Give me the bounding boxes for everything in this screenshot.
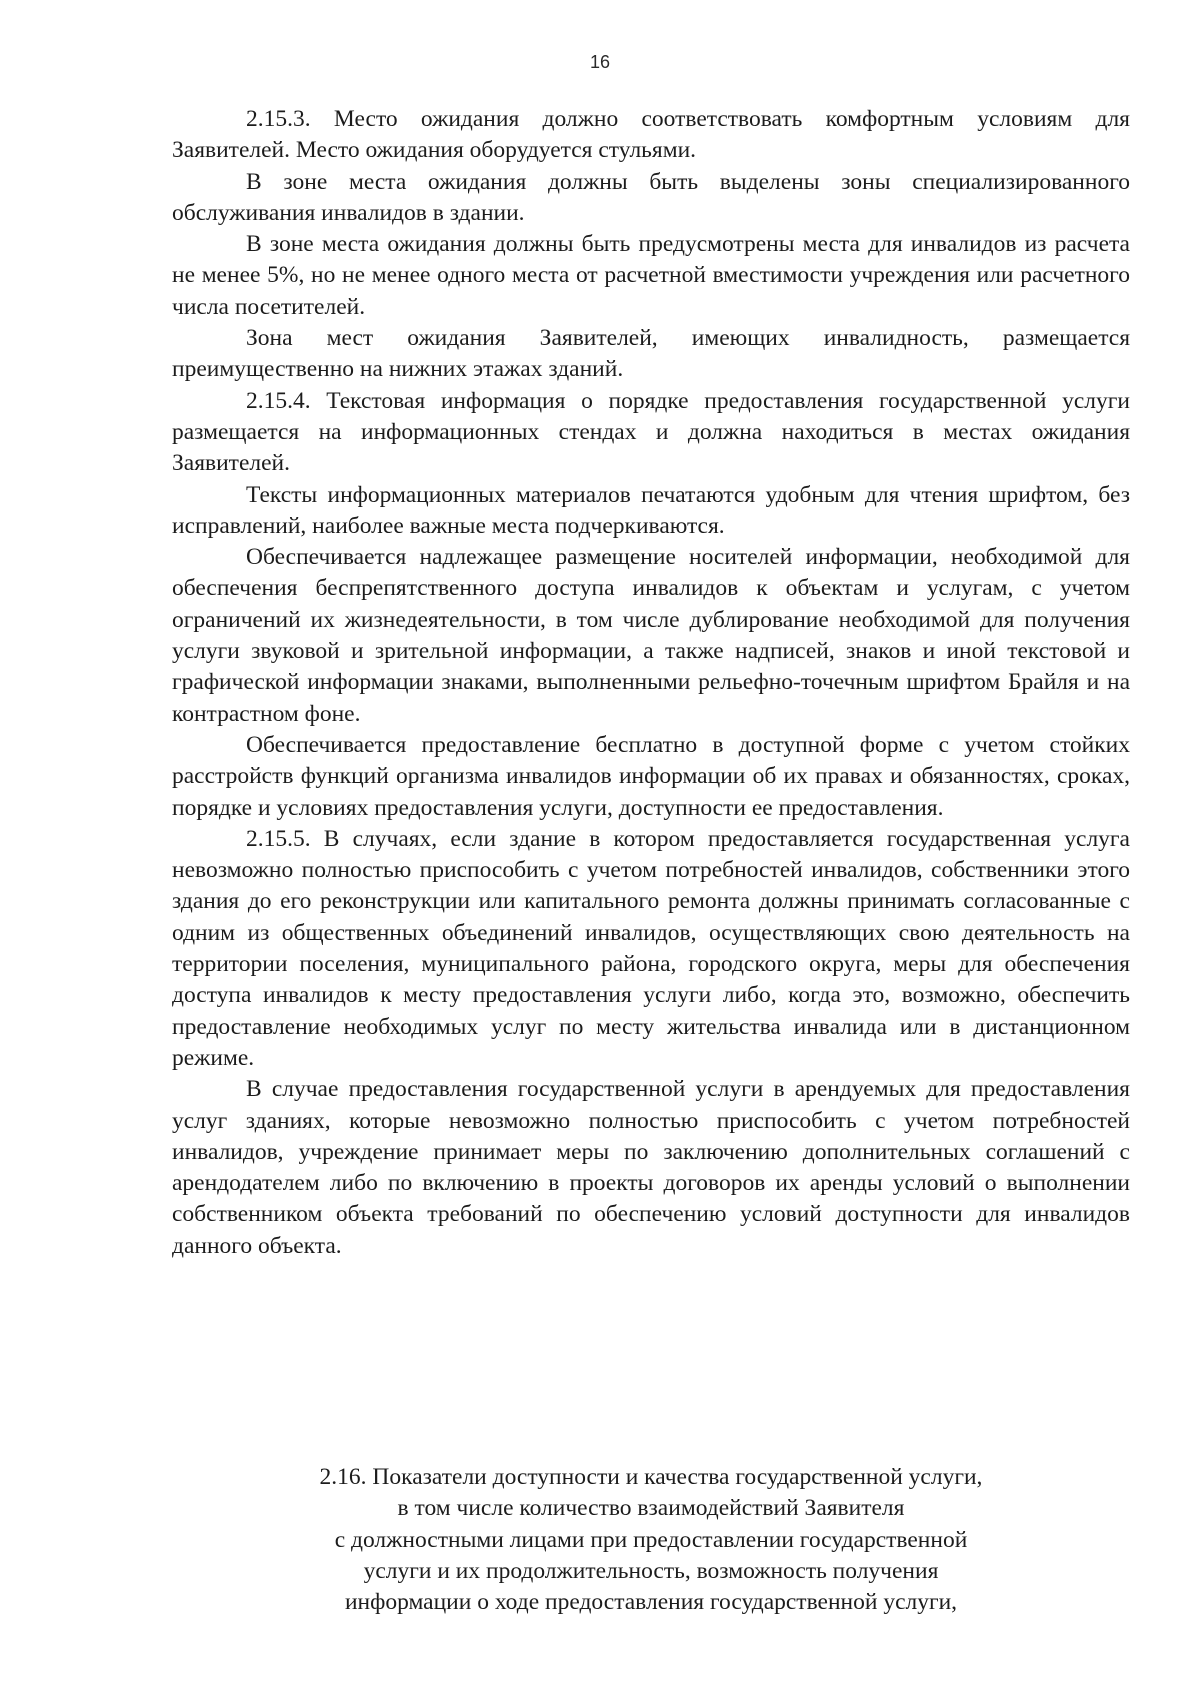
heading-line: информации о ходе предоставления государственной услуги, bbox=[344, 1589, 958, 1616]
paragraph-rented-buildings: В случае предоставления государственной услуги в арендуемых для предоставления услуг зданиях, которые невозможно полностью приспособить с учетом потребностей инвалидов, учреждение принимает меры по заключению дополнительных соглашений с арендодателем либо по включению в проекты договоров их аренды условий о выполнении собственником объекта требований по обеспечению условий доступности для инвалидов данного объекта. bbox=[172, 1076, 1130, 1259]
section-heading-2-16 bbox=[172, 1462, 1130, 1618]
heading-line: в том числе количество взаимодействий Заявителя bbox=[397, 1495, 905, 1522]
paragraph-information-placement: Обеспечивается надлежащее размещение носителей информации, необходимой для обеспечения беспрепятственного доступа инвалидов к объектам и услугам, с учетом ограничений их жизнедеятельности, в том числе дублирование необходимой для получения услуги звуковой и зрительной информации, а также надписей, знаков и иной текстовой и графической информации знаками, выполненными рельефно-точечным шрифтом Брайля и на контрастном фоне. bbox=[172, 544, 1130, 727]
heading-line: 2.16. Показатели доступности и качества государственной услуги, bbox=[319, 1464, 983, 1490]
page-number: 16 bbox=[589, 52, 611, 72]
paragraph-2-15-3: 2.15.3. Место ожидания должно соответствовать комфортным условиям для Заявителей. Место ожидания оборудуется стульями. bbox=[172, 106, 1130, 164]
paragraph-free-information: Обеспечивается предоставление бесплатно в доступной форме с учетом стойких расстройств функций организма инвалидов информации об их правах и обязанностях, сроках, порядке и условиях предоставления услуги, доступности ее предоставления. bbox=[172, 731, 1130, 821]
heading-line: с должностными лицами при предоставлении государственной bbox=[334, 1526, 968, 1553]
paragraph-disabled-seats: В зоне места ожидания должны быть предусмотрены места для инвалидов из расчета не менее 5%, но не менее одного места от расчетной вместимости учреждения или расчетного числа посетителей. bbox=[172, 231, 1130, 320]
paragraph-printed-materials: Тексты информационных материалов печатаются удобным для чтения шрифтом, без исправлений, наиболее важные места подчеркиваются. bbox=[172, 481, 1130, 539]
heading-line: услуги и их продолжительность, возможность получения bbox=[363, 1557, 939, 1584]
paragraph-waiting-zone: В зоне места ожидания должны быть выделены зоны специализированного обслуживания инвалидов в здании. bbox=[172, 168, 1130, 226]
paragraph-lower-floors: Зона мест ожидания Заявителей, имеющих инвалидность, размещается преимущественно на нижних этажах зданий. bbox=[172, 325, 1130, 383]
document-body bbox=[172, 104, 1130, 1262]
paragraph-2-15-4: 2.15.4. Текстовая информация о порядке предоставления государственной услуги размещается на информационных стендах и должна находиться в местах ожидания Заявителей. bbox=[172, 387, 1130, 477]
paragraph-2-15-5: 2.15.5. В случаях, если здание в котором предоставляется государственная услуга невозможно полностью приспособить с учетом потребностей инвалидов, собственники этого здания до его реконструкции или капитального ремонта должны принимать согласованные с одним из общественных объединений инвалидов, осуществляющих свою деятельность на территории поселения, муниципального района, городского округа, меры для обеспечения доступа инвалидов к месту предоставления услуги либо, когда это, возможно, обеспечить предоставление необходимых услуг по месту жительства инвалида или в дистанционном режиме. bbox=[172, 825, 1130, 1071]
